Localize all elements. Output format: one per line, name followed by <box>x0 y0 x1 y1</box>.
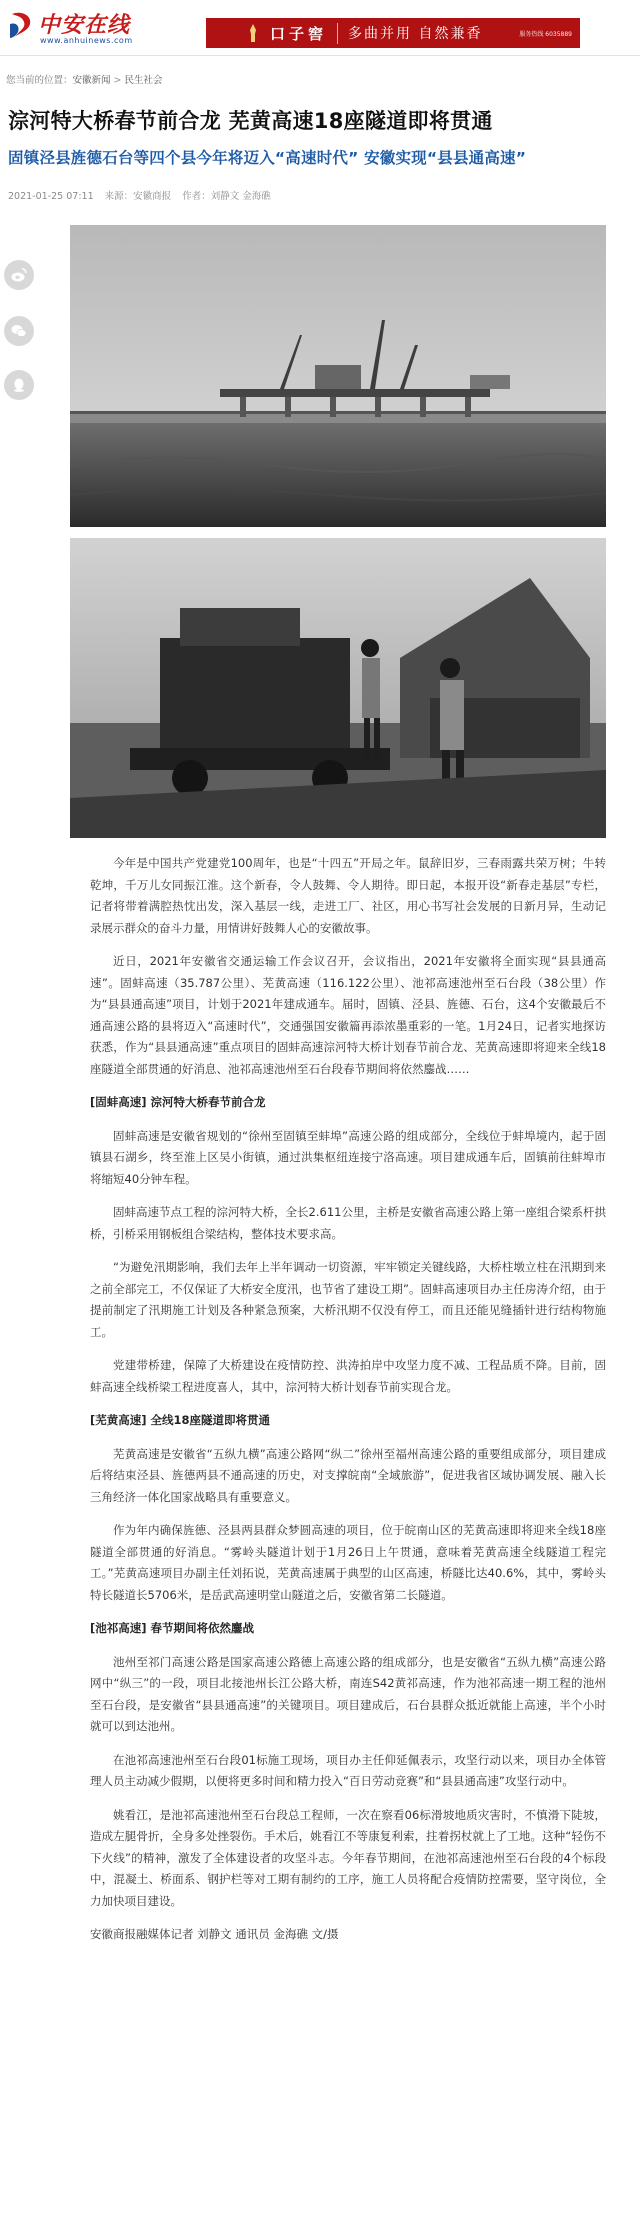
byline-signature: 安徽商报融媒体记者 刘静文 通讯员 金海礁 文/摄 <box>90 1927 339 1941</box>
section-heading: [池祁高速] 春节期间将依然鏖战 <box>90 1621 255 1635</box>
ad-phone: 服务热线 6035889 <box>519 30 572 38</box>
wechat-icon <box>10 322 28 340</box>
paragraph: 今年是中国共产党建党100周年，也是“十四五”开局之年。鼠辞旧岁，三春雨露共荣万树；牛转乾坤，千万儿女同振江淮。这个新春，令人鼓舞、令人期待。即日起，本报开设“新春走基层”专栏，记者将带着满腔热忱出发，深入基层一线，走进工厂、社区，用心书写社会发展的日新月异，生动记录展示群众的奋斗力量，用情讲好鼓舞人心的安徽故事。 <box>90 856 606 935</box>
breadcrumb-prefix: 您当前的位置： <box>6 75 73 86</box>
breadcrumb <box>6 72 163 86</box>
section-heading: [固蚌高速] 淙河特大桥春节前合龙 <box>90 1095 266 1109</box>
share-qq-button[interactable] <box>4 370 34 400</box>
weibo-icon <box>10 266 28 284</box>
publish-date: 2021-01-25 07:11 <box>8 191 94 202</box>
paragraph: “为避免汛期影响，我们去年上半年调动一切资源，牢牢锁定关键线路，大桥柱墩立柱在汛期到来之前全部完工，不仅保证了大桥安全度汛，也节省了建设工期”。固蚌高速项目办主任房涛介绍，由于提前制定了汛期施工计划及各种紧急预案，大桥汛期不仅没有停工，而且还能见缝插针进行结构物施工。 <box>90 1260 606 1339</box>
breadcrumb-item-anhui-news[interactable]: 安徽新闻 <box>72 75 111 86</box>
ad-brand: 口子窖 <box>270 23 338 44</box>
page-title: 淙河特大桥春节前合龙 芜黄高速18座隧道即将贯通 <box>8 109 493 133</box>
paragraph: 在池祁高速池州至石台段01标施工现场，项目办主任仰延佩表示，攻坚行动以来，项目办全体管理人员主动减少假期，以便将更多时间和精力投入“百日劳动竞赛”和“县县通高速”攻坚行动中。 <box>90 1752 606 1788</box>
qq-icon <box>10 376 28 394</box>
article-meta <box>8 188 279 202</box>
bridge-construction-photo <box>70 225 606 527</box>
article-author: 作者：刘静文 金海礁 <box>182 191 271 202</box>
logo-url: www.anhuinews.com <box>40 36 133 45</box>
page-subtitle: 固镇泾县旌德石台等四个县今年将迈入“高速时代” 安徽实现“县县通高速” <box>8 149 527 167</box>
logo-text: 中安在线 <box>38 12 131 38</box>
road-paving-photo <box>70 538 606 838</box>
paragraph: 姚看江，是池祁高速池州至石台段总工程师，一次在察看06标滑坡地质灾害时，不慎滑下陡坡，造成左腿骨折，全身多处挫裂伤。手术后，姚看江不等康复利索，拄着拐杖就上了工地。这种“轻伤不下火线”的精神，激发了全体建设者的攻坚斗志。今年春节期间，在池祁高速池州至石台段的4个标段中，混凝土、桥面系、钢护栏等对工期有制约的工序，施工人员将配合疫情防控需要，坚守岗位，全力加快项目建设。 <box>90 1807 606 1908</box>
logo-mark-icon <box>8 10 36 40</box>
site-logo[interactable] <box>8 8 198 48</box>
ad-brand-icon <box>242 22 264 44</box>
paragraph: 固蚌高速节点工程的淙河特大桥，全长2.611公里，主桥是安徽省高速公路上第一座组合梁系杆拱桥，引桥采用钢板组合梁结构，整体技术要求高。 <box>90 1205 606 1241</box>
paragraph: 芜黄高速是安徽省“五纵九横”高速公路网“纵二”徐州至福州高速公路的重要组成部分，项目建成后将结束泾县、旌德两县不通高速的历史，对支撑皖南“全域旅游”，促进我省区域协调发展、融入长三角经济一体化国家战略具有重要意义。 <box>90 1446 606 1504</box>
paragraph: 池州至祁门高速公路是国家高速公路德上高速公路的组成部分，也是安徽省“五纵九横”高速公路网中“纵三”的一段，项目北接池州长江公路大桥，南连S42黄祁高速，作为池祁高速一期工程的池州至石台段，是安徽省“县县通高速”的关键项目。项目建成后，石台县群众抵近就能上高速，半个小时就可以到达池州。 <box>90 1654 606 1733</box>
article-source: 来源：安徽商报 <box>104 191 172 202</box>
article-body <box>90 853 606 1958</box>
paragraph: 作为年内确保旌德、泾县两县群众梦圆高速的项目，位于皖南山区的芜黄高速即将迎来全线18座隧道全部贯通的好消息。“雾岭头隧道计划于1月26日上午贯通，意味着芜黄高速全线隧道工程完工。”芜黄高速项目办副主任刘拓说，芜黄高速属于典型的山区高速，桥隧比达40.6%，其中，雾岭头特长隧道长5706米，是岳武高速明堂山隧道之后，安徽省第二长隧道。 <box>90 1523 606 1602</box>
site-header <box>0 0 640 56</box>
paving-photo-image <box>70 538 606 838</box>
bridge-photo-image <box>70 225 606 527</box>
paragraph: 固蚌高速是安徽省规划的“徐州至固镇至蚌埠”高速公路的组成部分，全线位于蚌埠境内，起于固镇县石湖乡，终至淮上区吴小街镇，通过洪集枢纽连接宁洛高速。项目建成通车后，固镇前往蚌埠市将缩短40分钟车程。 <box>90 1128 606 1186</box>
ad-slogan: 多曲并用 自然兼香 <box>348 26 483 42</box>
paragraph: 党建带桥建，保障了大桥建设在疫情防控、洪涛拍岸中攻坚力度不减、工程品质不降。目前，固蚌高速全线桥梁工程进度喜人，其中，淙河特大桥计划春节前实现合龙。 <box>90 1358 606 1394</box>
section-heading: [芜黄高速] 全线18座隧道即将贯通 <box>90 1413 271 1427</box>
paragraph: 近日，2021年安徽省交通运输工作会议召开，会议指出，2021年安徽将全面实现“县县通高速”。固蚌高速（35.787公里）、芜黄高速（116.122公里）、池祁高速池州至石台段（38公里）作为“县县通高速”项目，计划于2021年建成通车。届时，固镇、泾县、旌德、石台，这4个安徽最后不通高速公路的县将迈入“高速时代”，交通强国安徽篇再添浓墨重彩的一笔。1月24日，记者实地探访获悉，作为“县县通高速”重点项目的固蚌高速淙河特大桥计划春节前合龙、芜黄高速即将迎来全线18座隧道全部贯通的好消息、池祁高速池州至石台段春节期间将依然鏖战…… <box>90 954 606 1076</box>
breadcrumb-separator: > <box>113 75 122 86</box>
share-weibo-button[interactable] <box>4 260 34 290</box>
share-wechat-button[interactable] <box>4 316 34 346</box>
ad-banner[interactable] <box>206 18 580 48</box>
breadcrumb-item-livelihood[interactable]: 民生社会 <box>124 75 163 86</box>
